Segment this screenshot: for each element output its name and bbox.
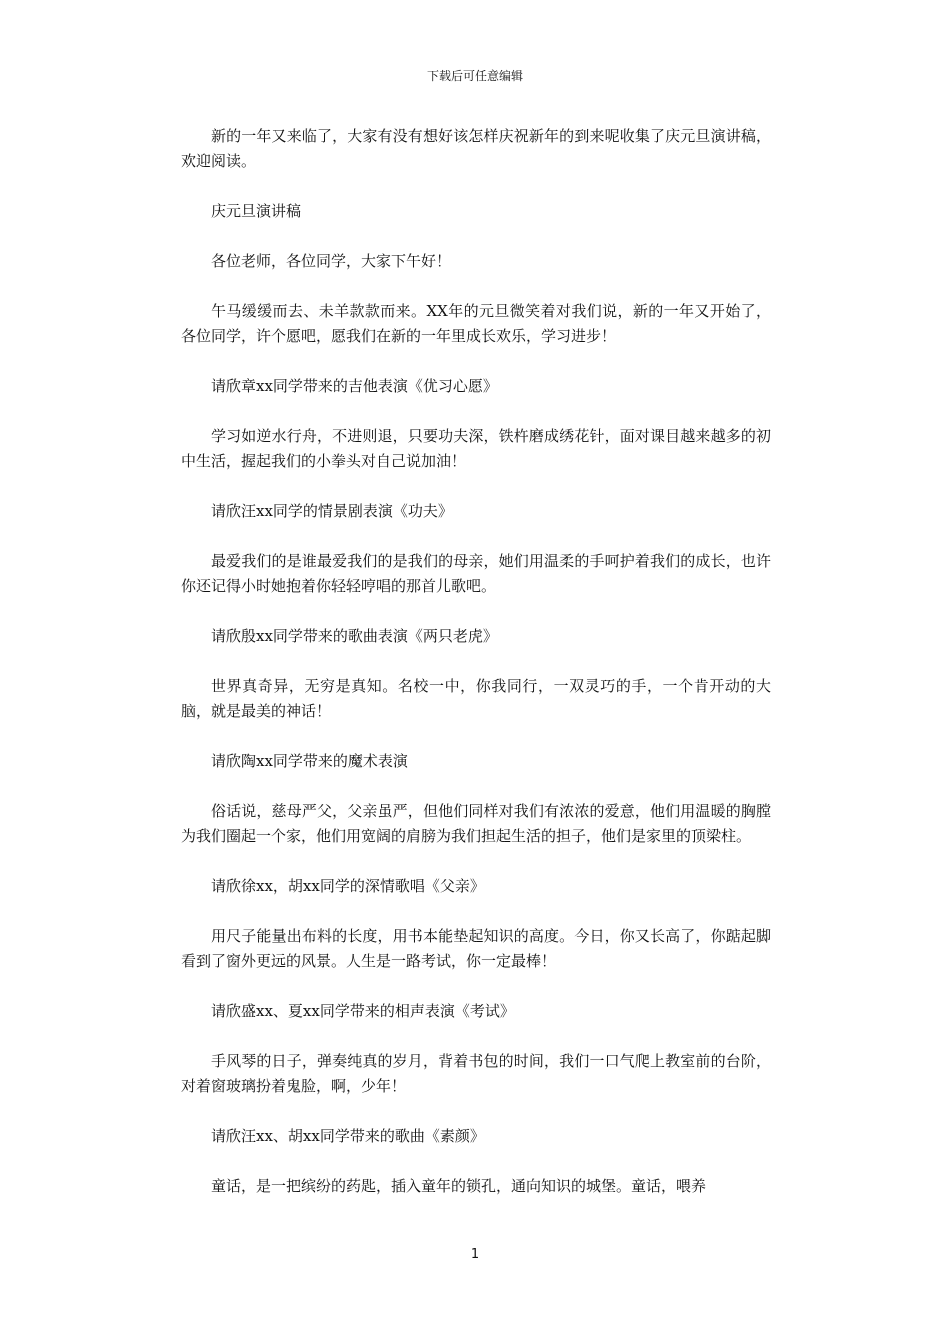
program-item: 请欣殷xx同学带来的歌曲表演《两只老虎》 [211,627,498,645]
paragraph: 学习如逆水行舟，不进则退，只要功夫深，铁杵磨成绣花针，面对课目越来越多的初中生活，握起我们的小拳头对自己说加油！ [181,427,771,470]
paragraph: 手风琴的日子，弹奏纯真的岁月，背着书包的时间，我们一口气爬上教室前的台阶，对着窗玻璃扮着鬼脸，啊，少年！ [181,1052,771,1095]
program-item: 请欣章xx同学带来的吉他表演《优习心愿》 [211,377,498,395]
program-item: 请欣汪xx、胡xx同学带来的歌曲《素颜》 [211,1127,485,1145]
program-item: 请欣陶xx同学带来的魔术表演 [211,752,408,770]
paragraph-intro: 新的一年又来临了，大家有没有想好该怎样庆祝新年的到来呢收集了庆元旦演讲稿，欢迎阅读。 [181,127,771,170]
program-item: 请欣汪xx同学的情景剧表演《功夫》 [211,502,453,520]
document-body [181,124,771,1199]
paragraph: 用尺子能量出布料的长度，用书本能垫起知识的高度。今日，你又长高了，你踮起脚看到了窗外更远的风景。人生是一路考试，你一定最棒！ [181,927,771,970]
paragraph: 童话，是一把缤纷的药匙，插入童年的锁孔，通向知识的城堡。童话，喂养 [211,1177,707,1195]
paragraph: 世界真奇异，无穷是真知。名校一中，你我同行，一双灵巧的手，一个肯开动的大脑，就是最美的神话！ [181,677,771,720]
document-title: 庆元旦演讲稿 [211,202,302,220]
program-item: 请欣盛xx、夏xx同学带来的相声表演《考试》 [211,1002,515,1020]
paragraph: 俗话说，慈母严父，父亲虽严，但他们同样对我们有浓浓的爱意，他们用温暖的胸膛为我们圈起一个家，他们用宽阔的肩膀为我们担起生活的担子，他们是家里的顶梁柱。 [181,802,771,845]
page-header: 下载后可任意编辑 [426,69,523,83]
paragraph-greeting: 各位老师，各位同学，大家下午好！ [211,252,452,270]
program-item: 请欣徐xx，胡xx同学的深情歌唱《父亲》 [211,877,485,895]
paragraph: 最爱我们的是谁最爱我们的是我们的母亲，她们用温柔的手呵护着我们的成长，也许你还记得小时她抱着你轻轻哼唱的那首儿歌吧。 [181,552,771,595]
paragraph: 午马缓缓而去、未羊款款而来。XX年的元旦微笑着对我们说，新的一年又开始了，各位同学，许个愿吧，愿我们在新的一年里成长欢乐，学习进步！ [181,302,771,345]
page-number: 1 [470,1247,480,1262]
